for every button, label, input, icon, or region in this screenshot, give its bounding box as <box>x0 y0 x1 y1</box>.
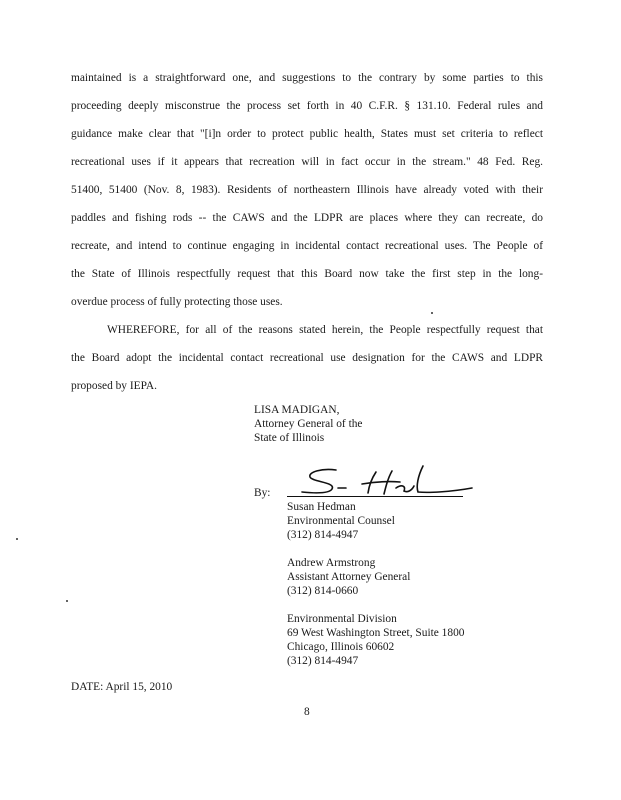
body-line-6: paddles and fishing rods -- the CAWS and the LDPR are places where they can recreate, do <box>71 212 543 224</box>
contact-name: Andrew Armstrong <box>287 557 376 569</box>
attorney-name: LISA MADIGAN, <box>254 404 340 416</box>
contact-title: Assistant Attorney General <box>287 571 411 583</box>
date-line: DATE: April 15, 2010 <box>71 681 173 693</box>
attorney-state: State of Illinois <box>254 432 325 444</box>
page-number: 8 <box>304 706 310 718</box>
body-line-4: recreational uses if it appears that recreation will in fact occur in the stream." 48 Fed. Reg. <box>71 156 543 168</box>
body-line-2: proceeding deeply misconstrue the process set forth in 40 C.F.R. § 131.10. Federal rules and <box>71 100 543 112</box>
division-city: Chicago, Illinois 60602 <box>287 641 395 653</box>
wherefore-line-2: the Board adopt the incidental contact recreational use designation for the CAWS and LDPR <box>71 352 543 364</box>
division-address <box>287 612 464 668</box>
attorney-block <box>254 403 362 445</box>
contact-title: Environmental Counsel <box>287 515 395 527</box>
contact-susan-hedman <box>287 500 395 542</box>
scan-speck <box>66 600 68 602</box>
wherefore-line-1: WHEREFORE, for all of the reasons stated herein, the People respectfully request that <box>107 324 543 336</box>
contact-phone: (312) 814-0660 <box>287 585 359 597</box>
body-line-3: guidance make clear that "[i]n order to protect public health, States must set criteria to reflect <box>71 128 543 140</box>
body-line-9: overdue process of fully protecting those uses. <box>71 296 283 308</box>
body-line-5: 51400, 51400 (Nov. 8, 1983). Residents of northeastern Illinois have already voted with their <box>71 184 543 196</box>
body-line-8: the State of Illinois respectfully request that this Board now take the first step in the long- <box>71 268 543 280</box>
attorney-title: Attorney General of the <box>254 418 363 430</box>
contact-name: Susan Hedman <box>287 501 356 513</box>
contact-andrew-armstrong <box>287 556 410 598</box>
signature-line <box>287 496 463 497</box>
by-label: By: <box>254 487 271 499</box>
body-line-1: maintained is a straightforward one, and suggestions to the contrary by some parties to this <box>71 72 543 84</box>
contact-phone: (312) 814-4947 <box>287 529 359 541</box>
scan-speck <box>16 538 18 540</box>
scan-speck <box>431 312 433 314</box>
body-line-7: recreate, and intend to continue engaging in incidental contact recreational uses. The People of <box>71 240 543 252</box>
wherefore-line-3: proposed by IEPA. <box>71 380 157 392</box>
division-street: 69 West Washington Street, Suite 1800 <box>287 627 465 639</box>
division-phone: (312) 814-4947 <box>287 655 359 667</box>
division-name: Environmental Division <box>287 613 397 625</box>
